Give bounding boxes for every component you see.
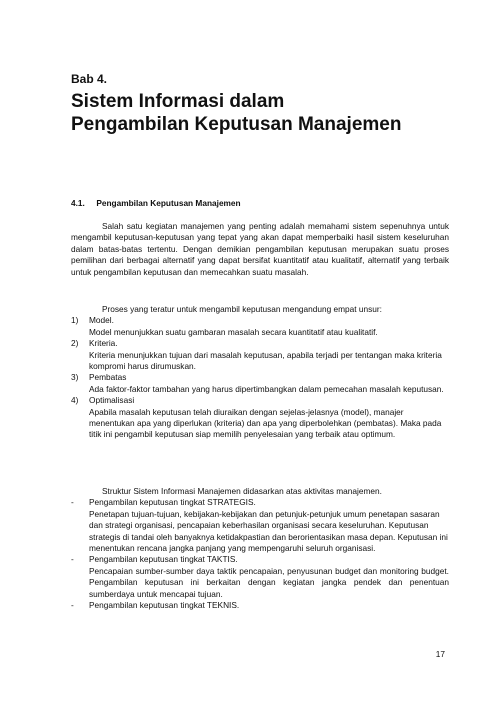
process-item-desc: Kriteria menunjukkan tujuan dari masalah keputusan, apabila terjadi per tentangan maka kriteria kompromi harus dirumuskan.	[89, 349, 442, 372]
process-item-title: Pembatas	[89, 372, 127, 383]
process-item	[71, 372, 449, 395]
structure-item-title: Pengambilan keputusan tingkat STRATEGIS.	[89, 497, 256, 508]
process-item-desc: Ada faktor-faktor tambahan yang harus dipertimbangkan dalam pemecahan masalah keputusan.	[89, 383, 444, 394]
process-item-title: Optimalisasi	[89, 395, 135, 406]
list-marker: 4)	[71, 395, 79, 406]
chapter-title	[71, 90, 401, 136]
structure-item	[71, 600, 449, 611]
structure-item	[71, 497, 449, 554]
process-item	[71, 395, 449, 441]
page-number: 17	[435, 649, 445, 659]
section-number: 4.1.	[71, 198, 85, 208]
chapter-title-line-1: Sistem Informasi dalam	[71, 91, 285, 112]
intro-paragraph: Salah satu kegiatan manajemen yang penting adalah memahami sistem sepenuhnya untuk mengambil keputusan-keputusan yang tepat yang akan dapat memperbaiki hasil sistem keseluruhan dalam batas-batas tertentu. Dengan demikian pengambilan keputusan merupakan suatu proses pemilihan dari berbagai alternatif yang dapat bersifat kuantitatif atau kualitatif, alternatif yang terbaik untuk pengambilan keputusan dan memecahkan suatu masalah.	[71, 221, 449, 277]
process-item-title: Model.	[89, 315, 114, 326]
list-marker: 2)	[71, 338, 79, 349]
process-item	[71, 315, 449, 338]
list-marker: -	[71, 554, 74, 565]
chapter-title-line-2: Pengambilan Keputusan Manajemen	[71, 114, 402, 135]
structure-item-title: Pengambilan keputusan tingkat TAKTIS.	[89, 554, 238, 565]
structure-item-desc: Penetapan tujuan-tujuan, kebijakan-kebijakan dan petunjuk-petunjuk umum penetapan sasaran dan strategi organisasi, pencapaian keberhasilan organisasi secara keseluruhan. Keputusan strategis di tandai oleh banyaknya ketidakpastian dan berorientasikan masa depan. Keputusan ini menentukan rencana jangka panjang yang mempengaruhi seluruh organisasi.	[89, 508, 448, 554]
list-marker: -	[71, 497, 74, 508]
process-intro: Proses yang teratur untuk mengambil keputusan mengandung empat unsur:	[102, 304, 382, 314]
list-marker: 3)	[71, 372, 79, 383]
process-item-title: Kriteria.	[89, 338, 118, 349]
process-item	[71, 338, 449, 372]
structure-item	[71, 554, 449, 600]
section-heading	[71, 198, 241, 208]
structure-item-title: Pengambilan keputusan tingkat TEKNIS.	[89, 600, 240, 611]
section-title: Pengambilan Keputusan Manajemen	[96, 198, 241, 208]
structure-intro: Struktur Sistem Informasi Manajemen didasarkan atas aktivitas manajemen.	[102, 486, 382, 496]
list-marker: -	[71, 600, 74, 611]
process-item-desc: Model menunjukkan suatu gambaran masalah secara kuantitatif atau kualitatif.	[89, 326, 378, 337]
process-item-desc: Apabila masalah keputusan telah diuraikan dengan sejelas-jelasnya (model), manajer menentukan apa yang diperlukan (kriteria) dan apa yang diperbolehkan (pembatas). Maka pada titik ini pengambil keputusan siap memilih penyelesaian yang terbaik atau optimum.	[89, 406, 442, 440]
process-block	[71, 304, 449, 441]
chapter-label: Bab 4.	[71, 72, 108, 86]
structure-item-desc: Pencapaian sumber-sumber daya taktik pencapaian, penyusunan budget dan monitoring budget. Pengambilan keputusan ini berkaitan dengan kegiatan jangka pendek dan penentuan sumberdaya untuk mencapai tujuan.	[89, 565, 449, 599]
intro-block	[71, 221, 449, 278]
list-marker: 1)	[71, 315, 79, 326]
structure-block	[71, 486, 449, 611]
